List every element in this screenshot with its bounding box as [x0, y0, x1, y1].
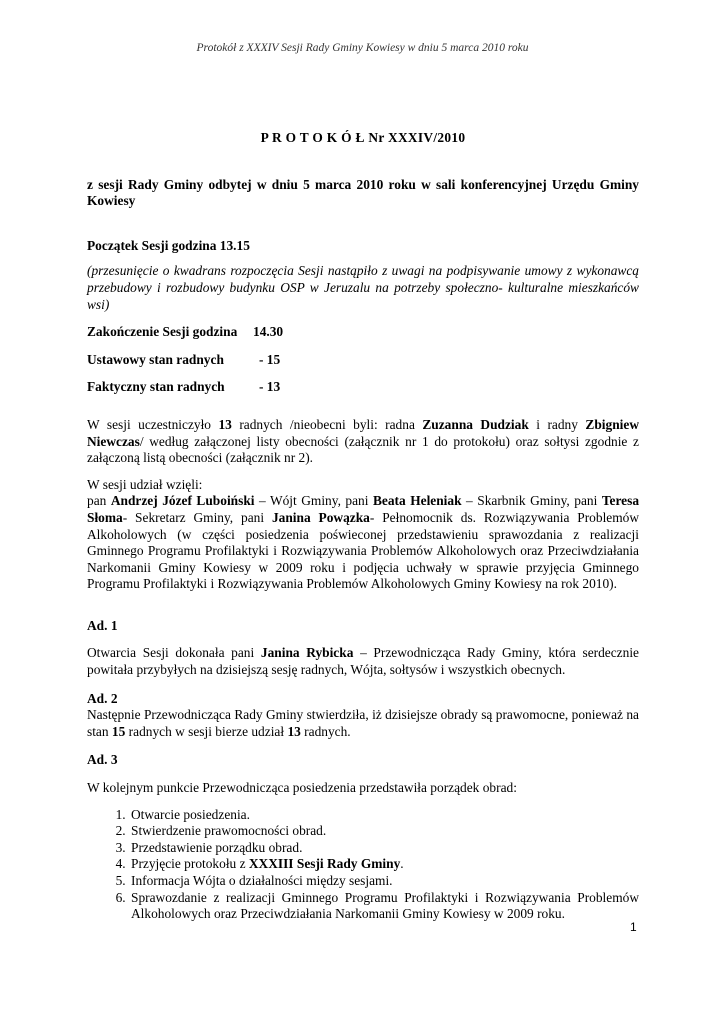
actual-count: [87, 379, 639, 396]
participant-name: Teresa Słoma: [87, 493, 640, 525]
chairwoman-name: Janina Rybicka: [260, 645, 354, 661]
participants-paragraph: pan Andrzej Józef Luboiński – Wójt Gminy, pani Beata Heleniak – Skarbnik Gminy, pani Teresa Słoma- Sekretarz Gminy, pani Janina Powązka- Pełnomocnik ds. Rozwiązywania Problemów Alkoholowych (w części posiedzenia poświeconej przedstawieniu sprawozdania z realizacji Gminnego Programu Profilaktyki i Rozwiązywania Problemów Alkoholowych oraz Przeciwdziałania Narkomanii Gminy Kowiesy w 2009 roku i podjęcia uchwały w sprawie przyjęcia Gminnego Programu Profilaktyki i Rozwiązywania Problemów Alkoholowych Gminy Kowiesy na rok 2010).: [87, 493, 640, 592]
delay-note: (przesunięcie o kwadrans rozpoczęcia Sesji nastąpiło z uwagi na podpisywanie umowy z wykonawcą przebudowy i rozbudowy budynku OSP w Jeruzalu na potrzeby społeczno- kulturalne mieszkańców wsi): [87, 263, 639, 312]
actual-count-value: - 13: [259, 379, 281, 395]
session-end-value: 14.30: [253, 324, 284, 340]
agenda-intro: W kolejnym punkcie Przewodnicząca posiedzenia przedstawiła porządek obrad:: [87, 780, 517, 796]
page-header: Protokół z XXXIV Sesji Rady Gminy Kowiesy w dniu 5 marca 2010 roku: [196, 42, 529, 54]
statutory-count-value: - 15: [259, 351, 281, 367]
actual-count-label: Faktyczny stan radnych: [87, 379, 225, 395]
statutory-count-label: Ustawowy stan radnych: [87, 351, 224, 367]
ad2-paragraph: Następnie Przewodnicząca Rady Gminy stwierdziła, iż dzisiejsze obrady są prawomocne, ponieważ na stan 15 radnych w sesji bierze udział 13 radnych.: [87, 707, 639, 739]
absent-councillor: Zuzanna Dudziak: [422, 416, 529, 432]
participant-name: Andrzej Józef Luboiński: [110, 493, 255, 509]
agenda-item: 2. Stwierdzenie prawomocności obrad.: [129, 823, 639, 840]
ad3-heading: Ad. 3: [87, 752, 118, 768]
attendance-paragraph: W sesji uczestniczyło 13 radnych /nieobecni byli: radna Zuzanna Dudziak i radny Zbigniew Niewczas/ według załączonej listy obecności (załącznik nr 1 do protokołu) oraz sołtysi zgodnie z załączoną listą obecności (załącznik nr 2).: [87, 416, 639, 466]
session-end: [87, 324, 639, 341]
document-body: [87, 130, 639, 923]
statutory-count: [87, 352, 639, 369]
page-number: 1: [630, 920, 637, 934]
ad2-heading: Ad. 2: [87, 690, 118, 706]
ad1-paragraph: Otwarcia Sesji dokonała pani Janina Rybicka – Przewodnicząca Rady Gminy, która serdecznie powitała przybyłych na dzisiejszą sesję radnych, Wójta, sołtysów i wszystkich obecnych.: [87, 645, 639, 678]
agenda-item: 3. Przedstawienie porządku obrad.: [129, 840, 639, 857]
agenda-item: 5. Informacja Wójta o działalności między sesjami.: [129, 873, 639, 890]
session-start: Początek Sesji godzina 13.15: [87, 237, 250, 253]
session-end-label: Zakończenie Sesji godzina: [87, 324, 238, 340]
agenda-item: 1. Otwarcie posiedzenia.: [129, 807, 639, 824]
ad1-heading: Ad. 1: [87, 617, 118, 633]
attendance-count: 13: [218, 416, 232, 432]
agenda-item: 6. Sprawozdanie z realizacji Gminnego Programu Profilaktyki i Rozwiązywania Problemów Alkoholowych oraz Przeciwdziałania Narkomanii Gminy Kowiesy w 2009 roku.: [129, 890, 639, 923]
participants-intro: W sesji udział wzięli:: [87, 476, 203, 492]
absent-councillor: Zbigniew Niewczas: [87, 416, 639, 449]
document-subtitle: z sesji Rady Gminy odbytej w dniu 5 marca 2010 roku w sali konferencyjnej Urzędu Gminy Kowiesy: [87, 176, 639, 209]
document-title: P R O T O K Ó Ł Nr XXXIV/2010: [260, 130, 466, 145]
participant-name: Beata Heleniak: [372, 493, 462, 509]
participant-name: Janina Powązka: [271, 509, 370, 525]
agenda-item: 4. Przyjęcie protokołu z XXXIII Sesji Rady Gminy.: [129, 856, 639, 873]
agenda-list: [87, 807, 639, 923]
